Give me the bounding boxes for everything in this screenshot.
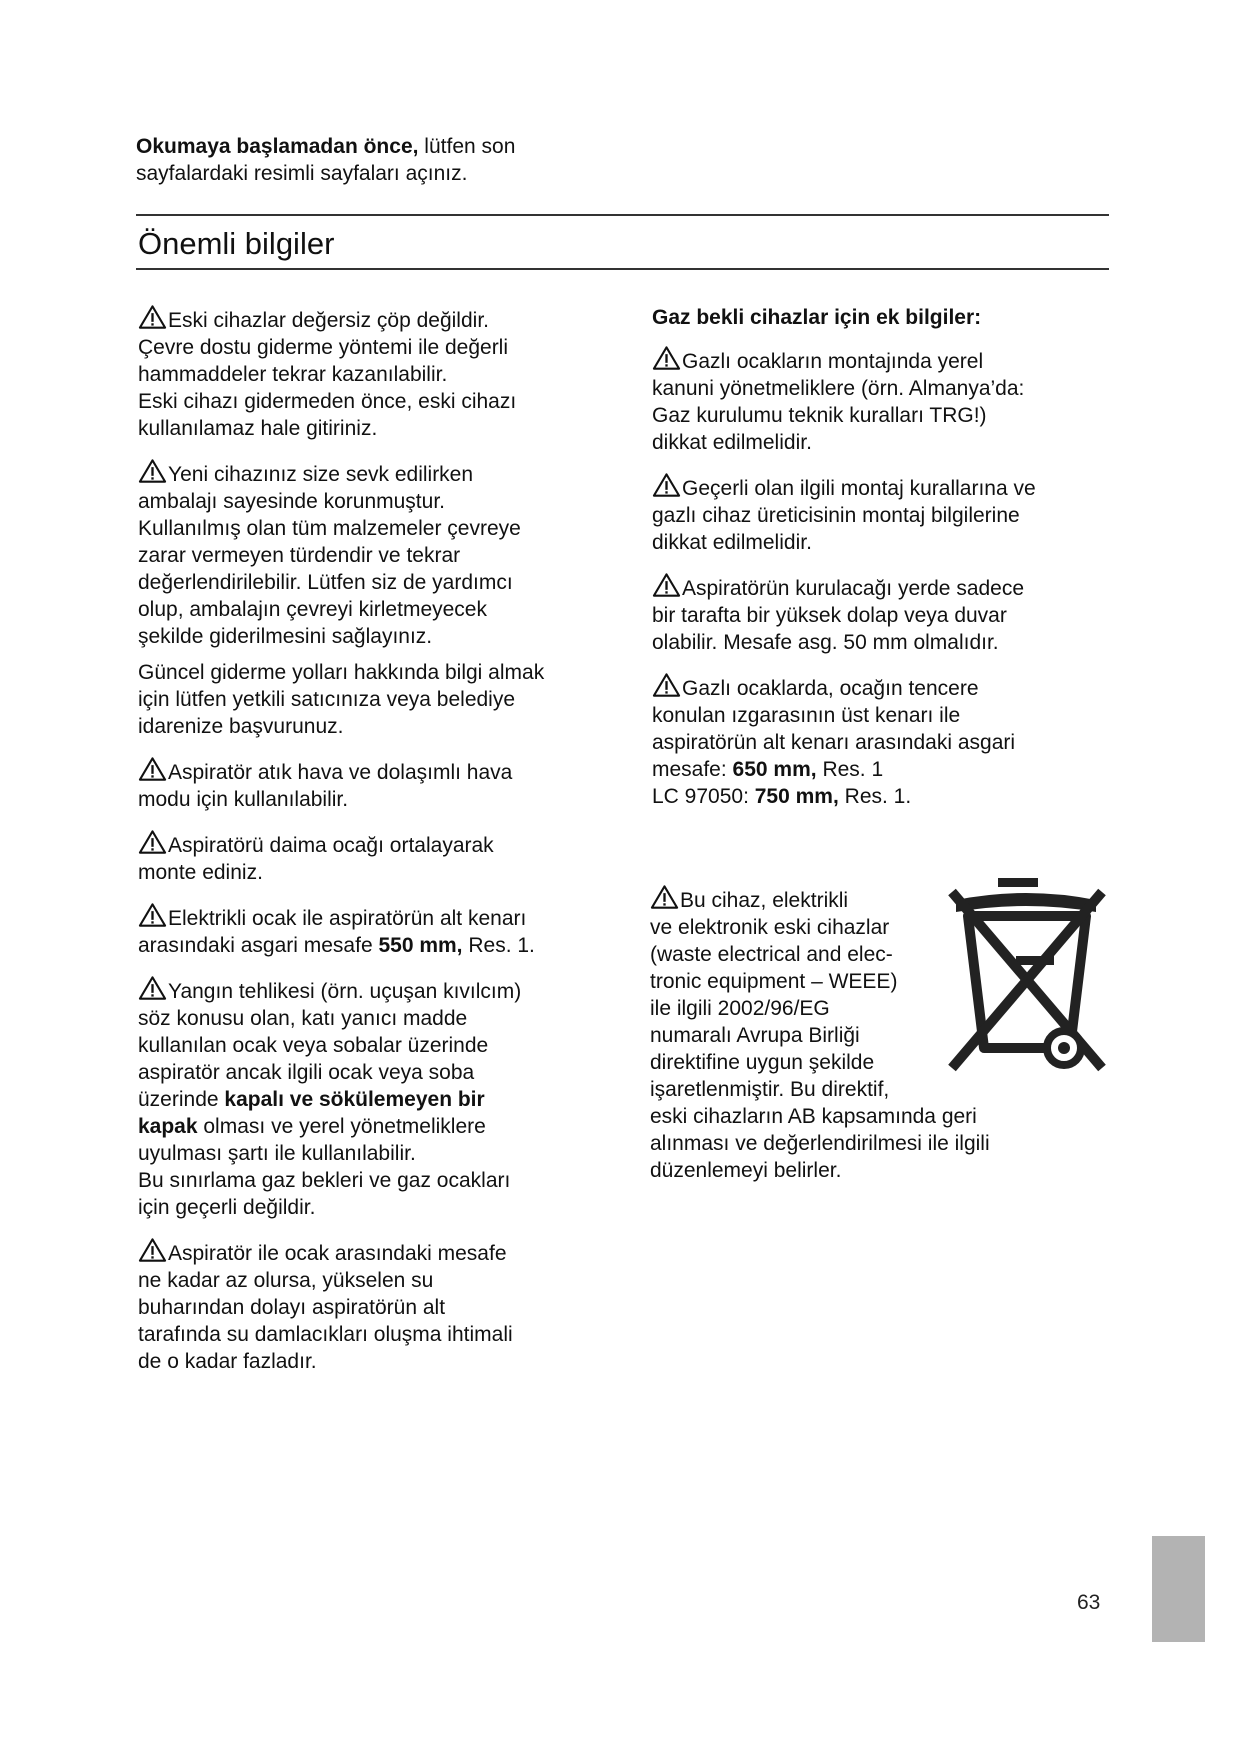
warning-icon (650, 884, 679, 910)
note-centering: Aspiratörü daima ocağı ortalayarak monte ediniz. (138, 829, 608, 886)
warning-icon (138, 756, 167, 782)
note-gas-installation: Geçerli olan ilgili montaj kurallarına ve gazlı cihaz üreticisinin montaj bilgilerine dikkat edilmelidir. (652, 472, 1122, 556)
right-column (652, 304, 1122, 826)
note-electric-distance: Elektrikli ocak ile aspiratörün alt kenarı arasındaki asgari mesafe 550 mm, Res. 1. (138, 902, 608, 959)
note-cabinet-clearance: Aspiratörün kurulacağı yerde sadece bir tarafta bir yüksek dolap veya duvar olabilir. Mesafe asg. 50 mm olmalıdır. (652, 572, 1122, 656)
intro-text (136, 133, 656, 187)
note-condensation: Aspiratör ile ocak arasındaki mesafe ne kadar az olursa, yükselen su buharından dolayı aspiratörün alt tarafında su damlacıkları oluşma ihtimali de o kadar fazladır. (138, 1237, 608, 1375)
warning-icon (138, 902, 167, 928)
intro-rest: lütfen son sayfalardaki resimli sayfaları açınız. (136, 135, 516, 185)
page-tab-marker (1152, 1536, 1205, 1642)
warning-icon (138, 975, 167, 1001)
left-column (138, 304, 608, 1391)
intro-bold: Okumaya başlamadan önce, (136, 135, 419, 158)
note-exhaust-mode: Aspiratör atık hava ve dolaşımlı hava modu için kullanılabilir. (138, 756, 608, 813)
weee-note: Bu cihaz, elektrikli ve elektronik eski cihazlar (waste electrical and elec- tronic equipment – WEEE) ile ilgili 2002/96/EG numaralı Avrupa Birliği direktifine uygun şekilde işaretlenmiştir. Bu direktif, eski cihazların AB kapsamında geri alınması ve değerlendirilmesi ile ilgili düzenlemeyi belirler. (650, 884, 1090, 1184)
warning-icon (652, 572, 681, 598)
note-disposal-info: Güncel giderme yolları hakkında bilgi almak için lütfen yetkili satıcınıza veya belediye idarenize başvurunuz. (138, 661, 545, 738)
warning-icon (138, 1237, 167, 1263)
warning-icon (652, 672, 681, 698)
heading-rule-bottom (136, 268, 1109, 270)
section-heading: Önemli bilgiler (138, 226, 335, 261)
heading-rule-top (136, 214, 1109, 216)
note-packaging: Yeni cihazınız size sevk edilirken ambalajı sayesinde korunmuştur. Kullanılmış olan tüm malzemeler çevreye zarar vermeyen türdendir ve tekrar değerlendirilebilir. Lütfen siz de yardımcı olup, ambalajın çevreyi kirletmeyecek şekilde giderilmesini sağlayınız. (138, 458, 608, 650)
warning-icon (652, 472, 681, 498)
note-gas-regulations: Gazlı ocakların montajında yerel kanuni yönetmeliklere (örn. Almanya’da: Gaz kurulumu teknik kuralları TRG!) dikkat edilmelidir. (652, 345, 1122, 456)
note-disposal: Eski cihazlar değersiz çöp değildir. Çevre dostu giderme yöntemi ile değerli hammaddeler tekrar kazanılabilir. Eski cihazı gidermeden önce, eski cihazı kullanılamaz hale gitiriniz. (138, 304, 608, 442)
page-number: 63 (1077, 1591, 1101, 1614)
note-fire-hazard: Yangın tehlikesi (örn. uçuşan kıvılcım) söz konusu olan, katı yanıcı madde kullanılan ocak veya sobalar üzerinde aspiratör ancak ilgili ocak veya soba üzerinde kapalı ve sökülemeyen bir kapak olması ve yerel yönetmeliklere uyulması şartı ile kullanılabilir. Bu sınırlama gaz bekleri ve gaz ocakları için geçerli değildir. (138, 975, 608, 1221)
warning-icon (138, 829, 167, 855)
warning-icon (138, 458, 167, 484)
note-gas-distance: Gazlı ocaklarda, ocağın tencere konulan ızgarasının üst kenarı ile aspiratörün alt kenarı arasındaki asgari mesafe: 650 mm, Res. 1 LC 97050: 750 mm, Res. 1. (652, 672, 1122, 810)
warning-icon (138, 304, 167, 330)
warning-icon (652, 345, 681, 371)
gas-subheading: Gaz bekli cihazlar için ek bilgiler: (652, 306, 982, 329)
crossed-out-bin-icon (946, 872, 1108, 1072)
